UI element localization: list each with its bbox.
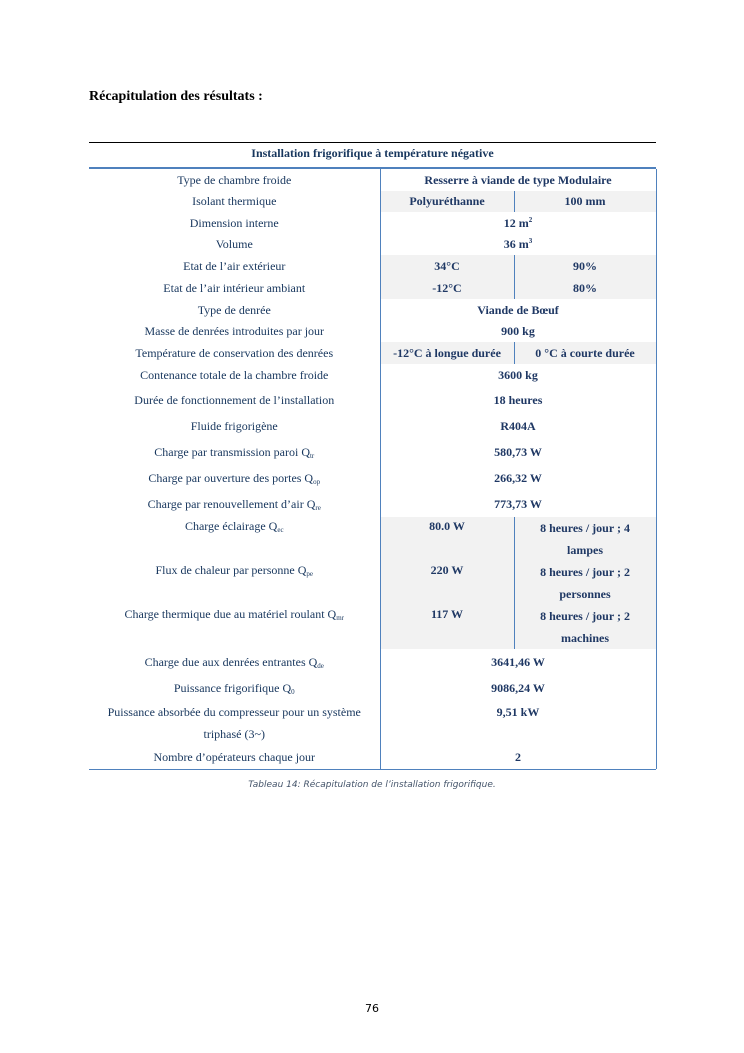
personne-detail-line-1: 8 heures / jour ; 2 [540,565,630,579]
row-label [89,465,380,491]
row-value-2: 100 mm [514,191,656,212]
row-label [89,491,380,517]
row-label: Contenance totale de la chambre froide [89,364,380,387]
row-label [89,701,380,745]
transmission-sub: tr [309,451,315,460]
table-row [89,342,656,364]
row-label: Etat de l’air intérieur ambiant [89,277,380,299]
table-row [89,701,656,745]
denrees-entrantes-label: Charge due aux denrées entrantes Q [144,654,318,669]
row-value: 18 heures [380,387,656,413]
table-row [89,191,656,212]
page-number: 76 [365,1002,379,1015]
row-value-2 [514,605,656,649]
row-value: 266,32 W [380,465,656,491]
table-row [89,561,656,605]
table-row [89,299,656,321]
row-label: Nombre d’opérateurs chaque jour [89,745,380,769]
table-row [89,364,656,387]
table-row [89,255,656,277]
row-label: Masse de denrées introduites par jour [89,321,380,342]
row-value-1: 34°C [380,255,514,277]
table-row [89,517,656,561]
row-label [89,675,380,701]
row-label [89,605,380,649]
row-label [89,649,380,675]
table-row [89,439,656,465]
row-label: Type de denrée [89,299,380,321]
table-row [89,675,656,701]
row-value-1: Polyuréthanne [380,191,514,212]
transmission-label: Charge par transmission paroi Q [154,444,310,459]
row-value: 773,73 W [380,491,656,517]
puissance-sub: 0 [291,687,295,696]
eclairage-label: Charge éclairage Q [184,519,278,533]
row-value-1: 220 W [380,561,514,605]
ouverture-label: Charge par ouverture des portes Q [148,470,314,485]
table-bottom-rule [89,769,656,770]
table-row [89,321,656,342]
renouvellement-sub: re [315,503,321,512]
row-label [89,517,380,561]
row-value: 9,51 kW [380,701,656,745]
row-value-2 [514,561,656,605]
materiel-sub: mr [336,614,344,622]
row-value [380,234,656,255]
table-row [89,745,656,769]
row-label: Dimension interne [89,212,380,234]
table-row [89,491,656,517]
row-value: 9086,24 W [380,675,656,701]
section-heading: Récapitulation des résultats : [89,89,263,104]
personne-sub: pe [306,570,314,578]
row-value: Viande de Bœuf [380,299,656,321]
row-value-1: 117 W [380,605,514,649]
row-value: 2 [380,745,656,769]
dimension-exponent: 2 [528,215,533,224]
dimension-value: 12 m [503,215,529,230]
volume-exponent: 3 [528,237,533,245]
row-label [89,439,380,465]
table-caption: Tableau 14: Récapitulation de l’installation frigorifique. [248,780,496,790]
row-value-1: -12°C à longue durée [380,342,514,364]
ouverture-sub: op [313,477,321,486]
table-title: Installation frigorifique à température négative [89,143,656,169]
row-value: Resserre à viande de type Modulaire [380,169,656,191]
row-label: Isolant thermique [89,191,380,212]
materiel-label: Charge thermique due au matériel roulant Q [124,607,337,621]
volume-value: 36 m [503,237,529,251]
row-label: Température de conservation des denrées [89,342,380,364]
personne-detail-line-2: personnes [559,587,611,601]
denrees-entrantes-sub: de [317,661,324,670]
table-row [89,277,656,299]
eclairage-detail-line-1: 8 heures / jour ; 4 [540,521,630,535]
absorbee-label-line-2: triphasé (3~) [203,727,265,741]
row-label [89,561,380,605]
row-value-1: 80.0 W [380,517,514,561]
table-row [89,169,656,191]
results-grid [89,169,657,769]
eclairage-sub: ec [277,526,284,534]
table-row [89,413,656,439]
row-value: 900 kg [380,321,656,342]
row-value-2: 80% [514,277,656,299]
row-value [380,212,656,234]
row-value: 580,73 W [380,439,656,465]
row-label: Fluide frigorigène [89,413,380,439]
personne-label: Flux de chaleur par personne Q [155,563,307,577]
row-value: 3641,46 W [380,649,656,675]
table-row [89,465,656,491]
row-label: Volume [89,234,380,255]
table-row [89,212,656,234]
row-label: Etat de l’air extérieur [89,255,380,277]
row-value-1: -12°C [380,277,514,299]
table-row [89,649,656,675]
puissance-label: Puissance frigorifique Q [173,680,292,695]
row-value: 3600 kg [380,364,656,387]
absorbee-label-line-1: Puissance absorbée du compresseur pour un système [107,705,361,719]
renouvellement-label: Charge par renouvellement d’air Q [147,496,316,511]
row-label: Type de chambre froide [89,169,380,191]
eclairage-detail-line-2: lampes [567,543,603,557]
materiel-detail-line-1: 8 heures / jour ; 2 [540,609,630,623]
row-value-2: 0 °C à courte durée [514,342,656,364]
row-value-2: 90% [514,255,656,277]
table-row [89,387,656,413]
row-label: Durée de fonctionnement de l’installation [89,387,380,413]
row-value: R404A [380,413,656,439]
table-row [89,234,656,255]
results-table [89,142,656,770]
materiel-detail-line-2: machines [561,631,609,645]
table-row [89,605,656,649]
row-value-2 [514,517,656,561]
